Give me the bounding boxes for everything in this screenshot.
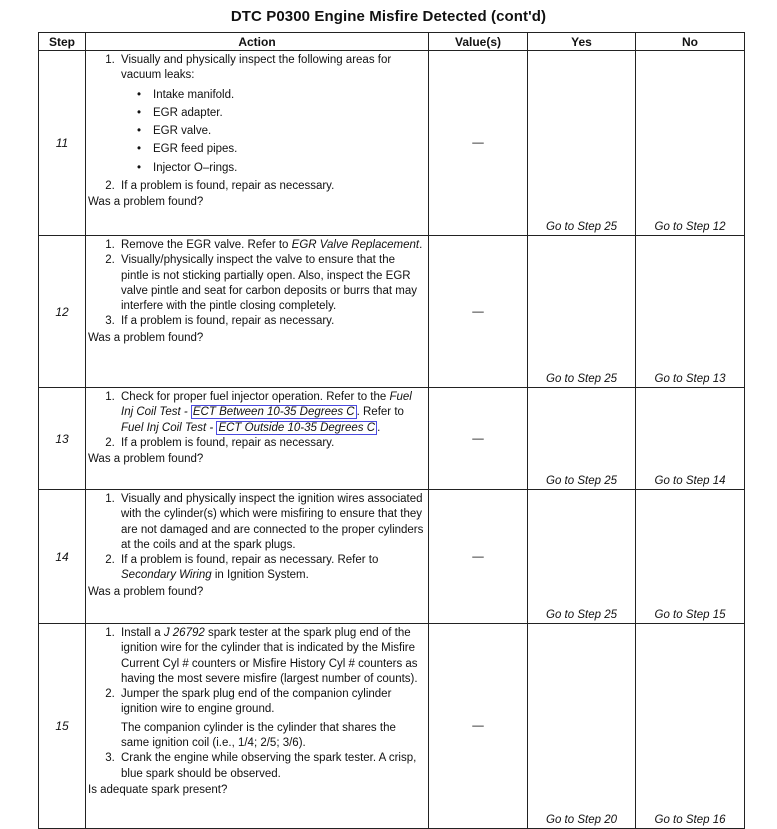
step-text: Visually and physically inspect the following areas for vacuum leaks: bbox=[121, 54, 392, 82]
value-cell bbox=[429, 388, 528, 490]
header-step: Step bbox=[39, 33, 86, 51]
no-action[interactable]: Go to Step 16 bbox=[636, 624, 745, 829]
step-text: . bbox=[377, 421, 381, 434]
yes-action[interactable]: Go to Step 25 bbox=[528, 490, 636, 624]
step-text: in Ignition System. bbox=[211, 569, 309, 582]
action-step-1 bbox=[118, 53, 425, 177]
table-row-step-15 bbox=[39, 624, 745, 829]
table-row-step-11 bbox=[39, 51, 745, 236]
action-step-2 bbox=[118, 553, 425, 584]
no-action[interactable]: Go to Step 15 bbox=[636, 490, 745, 624]
action-cell bbox=[86, 624, 429, 829]
action-step-2 bbox=[118, 687, 425, 751]
dash-value: — bbox=[472, 432, 484, 445]
step-text: Remove the EGR valve. Refer to bbox=[121, 239, 292, 251]
action-cell bbox=[86, 236, 429, 388]
value-cell bbox=[429, 51, 528, 236]
question: Was a problem found? bbox=[88, 453, 204, 466]
value-cell bbox=[429, 624, 528, 829]
action-step-1 bbox=[118, 390, 425, 436]
step-text: If a problem is found, repair as necessary. Refer to bbox=[121, 554, 379, 567]
reference-text: Fuel Inj Coil Test - bbox=[121, 391, 412, 419]
action-cell bbox=[86, 51, 429, 236]
dash-value: — bbox=[472, 720, 484, 732]
value-cell bbox=[429, 490, 528, 624]
question: Is adequate spark present? bbox=[88, 783, 228, 796]
header-no: No bbox=[636, 33, 745, 51]
value-cell bbox=[429, 236, 528, 388]
action-step-1: 1. Visually and physically inspect the ignition wires associated with the cylinder(s) which were misfiring to ensure that they are not damaged and are connected to the proper cylinders at the coils and at the spark plugs. bbox=[118, 492, 425, 553]
step-text: Install a bbox=[121, 627, 164, 639]
header-row bbox=[39, 33, 745, 51]
step-number: 14 bbox=[39, 490, 86, 624]
link-ect-outside[interactable]: ECT Outside 10-35 Degrees C bbox=[218, 421, 376, 434]
no-action[interactable]: Go to Step 12 bbox=[636, 51, 745, 236]
bullet-item: • EGR valve. bbox=[145, 122, 425, 140]
step-text: Jumper the spark plug end of the companion cylinder ignition wire to engine ground. bbox=[121, 688, 392, 716]
header-action: Action bbox=[86, 33, 429, 51]
action-step-2: 2. If a problem is found, repair as necessary. bbox=[118, 179, 425, 194]
dash-value: — bbox=[472, 137, 484, 149]
dash-value: — bbox=[472, 305, 484, 318]
step-text: Check for proper fuel injector operation. Refer to the bbox=[121, 391, 390, 403]
bullet-item: • Intake manifold. bbox=[145, 86, 425, 104]
yes-action[interactable]: Go to Step 25 bbox=[528, 388, 636, 490]
step-number: 13 bbox=[39, 388, 86, 490]
diagnostic-table bbox=[38, 32, 745, 829]
question: Was a problem found? bbox=[88, 331, 204, 344]
question: Was a problem found? bbox=[88, 585, 204, 598]
no-action[interactable]: Go to Step 14 bbox=[636, 388, 745, 490]
step-number: 11 bbox=[39, 51, 86, 236]
reference-link[interactable]: Secondary Wiring bbox=[121, 569, 212, 582]
question: Was a problem found? bbox=[88, 196, 204, 209]
dash-value: — bbox=[472, 550, 484, 563]
table-row-step-14 bbox=[39, 490, 745, 624]
yes-action[interactable]: Go to Step 25 bbox=[528, 236, 636, 388]
link-ect-between[interactable]: ECT Between 10-35 Degrees C bbox=[192, 406, 355, 419]
header-values: Value(s) bbox=[429, 33, 528, 51]
action-step-1 bbox=[118, 626, 425, 687]
action-step-1 bbox=[118, 238, 425, 253]
step-text: . bbox=[419, 239, 423, 251]
bullet-item: • Injector O–rings. bbox=[145, 159, 425, 177]
table-row-step-13 bbox=[39, 388, 745, 490]
action-step-3: 3. If a problem is found, repair as necessary. bbox=[118, 314, 425, 329]
yes-action[interactable]: Go to Step 25 bbox=[528, 51, 636, 236]
action-cell bbox=[86, 490, 429, 624]
action-step-2: 2. If a problem is found, repair as necessary. bbox=[118, 436, 425, 451]
table-row-step-12 bbox=[39, 236, 745, 388]
page-title: DTC P0300 Engine Misfire Detected (cont'd) bbox=[230, 8, 547, 25]
action-step-2: 2. Visually/physically inspect the valve to ensure that the pintle is not sticking partially open. Also, inspect the EGR valve pintle and seat for carbon deposits or burrs that may interfere with the pintle closing completely. bbox=[118, 253, 425, 314]
step-text: . Refer to bbox=[356, 406, 404, 419]
step-text: spark tester at the spark plug end of the ignition wire for the cylinder that is indicated by the Misfire Current Cyl # counters or Misfire History Cyl # counters as having the most severe misfire (largest number of counts). bbox=[121, 627, 418, 685]
step-number: 12 bbox=[39, 236, 86, 388]
action-cell bbox=[86, 388, 429, 490]
action-step-3: 3. Crank the engine while observing the spark tester. A crisp, blue spark should be observed. bbox=[118, 751, 425, 782]
bullet-item: • EGR adapter. bbox=[145, 104, 425, 122]
step-note: The companion cylinder is the cylinder that shares the same ignition coil (i.e., 1/4; 2/5; 3/6). bbox=[121, 721, 396, 750]
step-number: 15 bbox=[39, 624, 86, 829]
bullet-list bbox=[121, 86, 425, 177]
reference-link[interactable]: EGR Valve Replacement bbox=[291, 239, 420, 251]
header-yes: Yes bbox=[528, 33, 636, 51]
yes-action[interactable]: Go to Step 20 bbox=[528, 624, 636, 829]
bullet-item: • EGR feed pipes. bbox=[145, 140, 425, 158]
tool-reference: J 26792 bbox=[163, 627, 205, 639]
no-action[interactable]: Go to Step 13 bbox=[636, 236, 745, 388]
reference-text: Fuel Inj Coil Test - bbox=[121, 421, 217, 434]
